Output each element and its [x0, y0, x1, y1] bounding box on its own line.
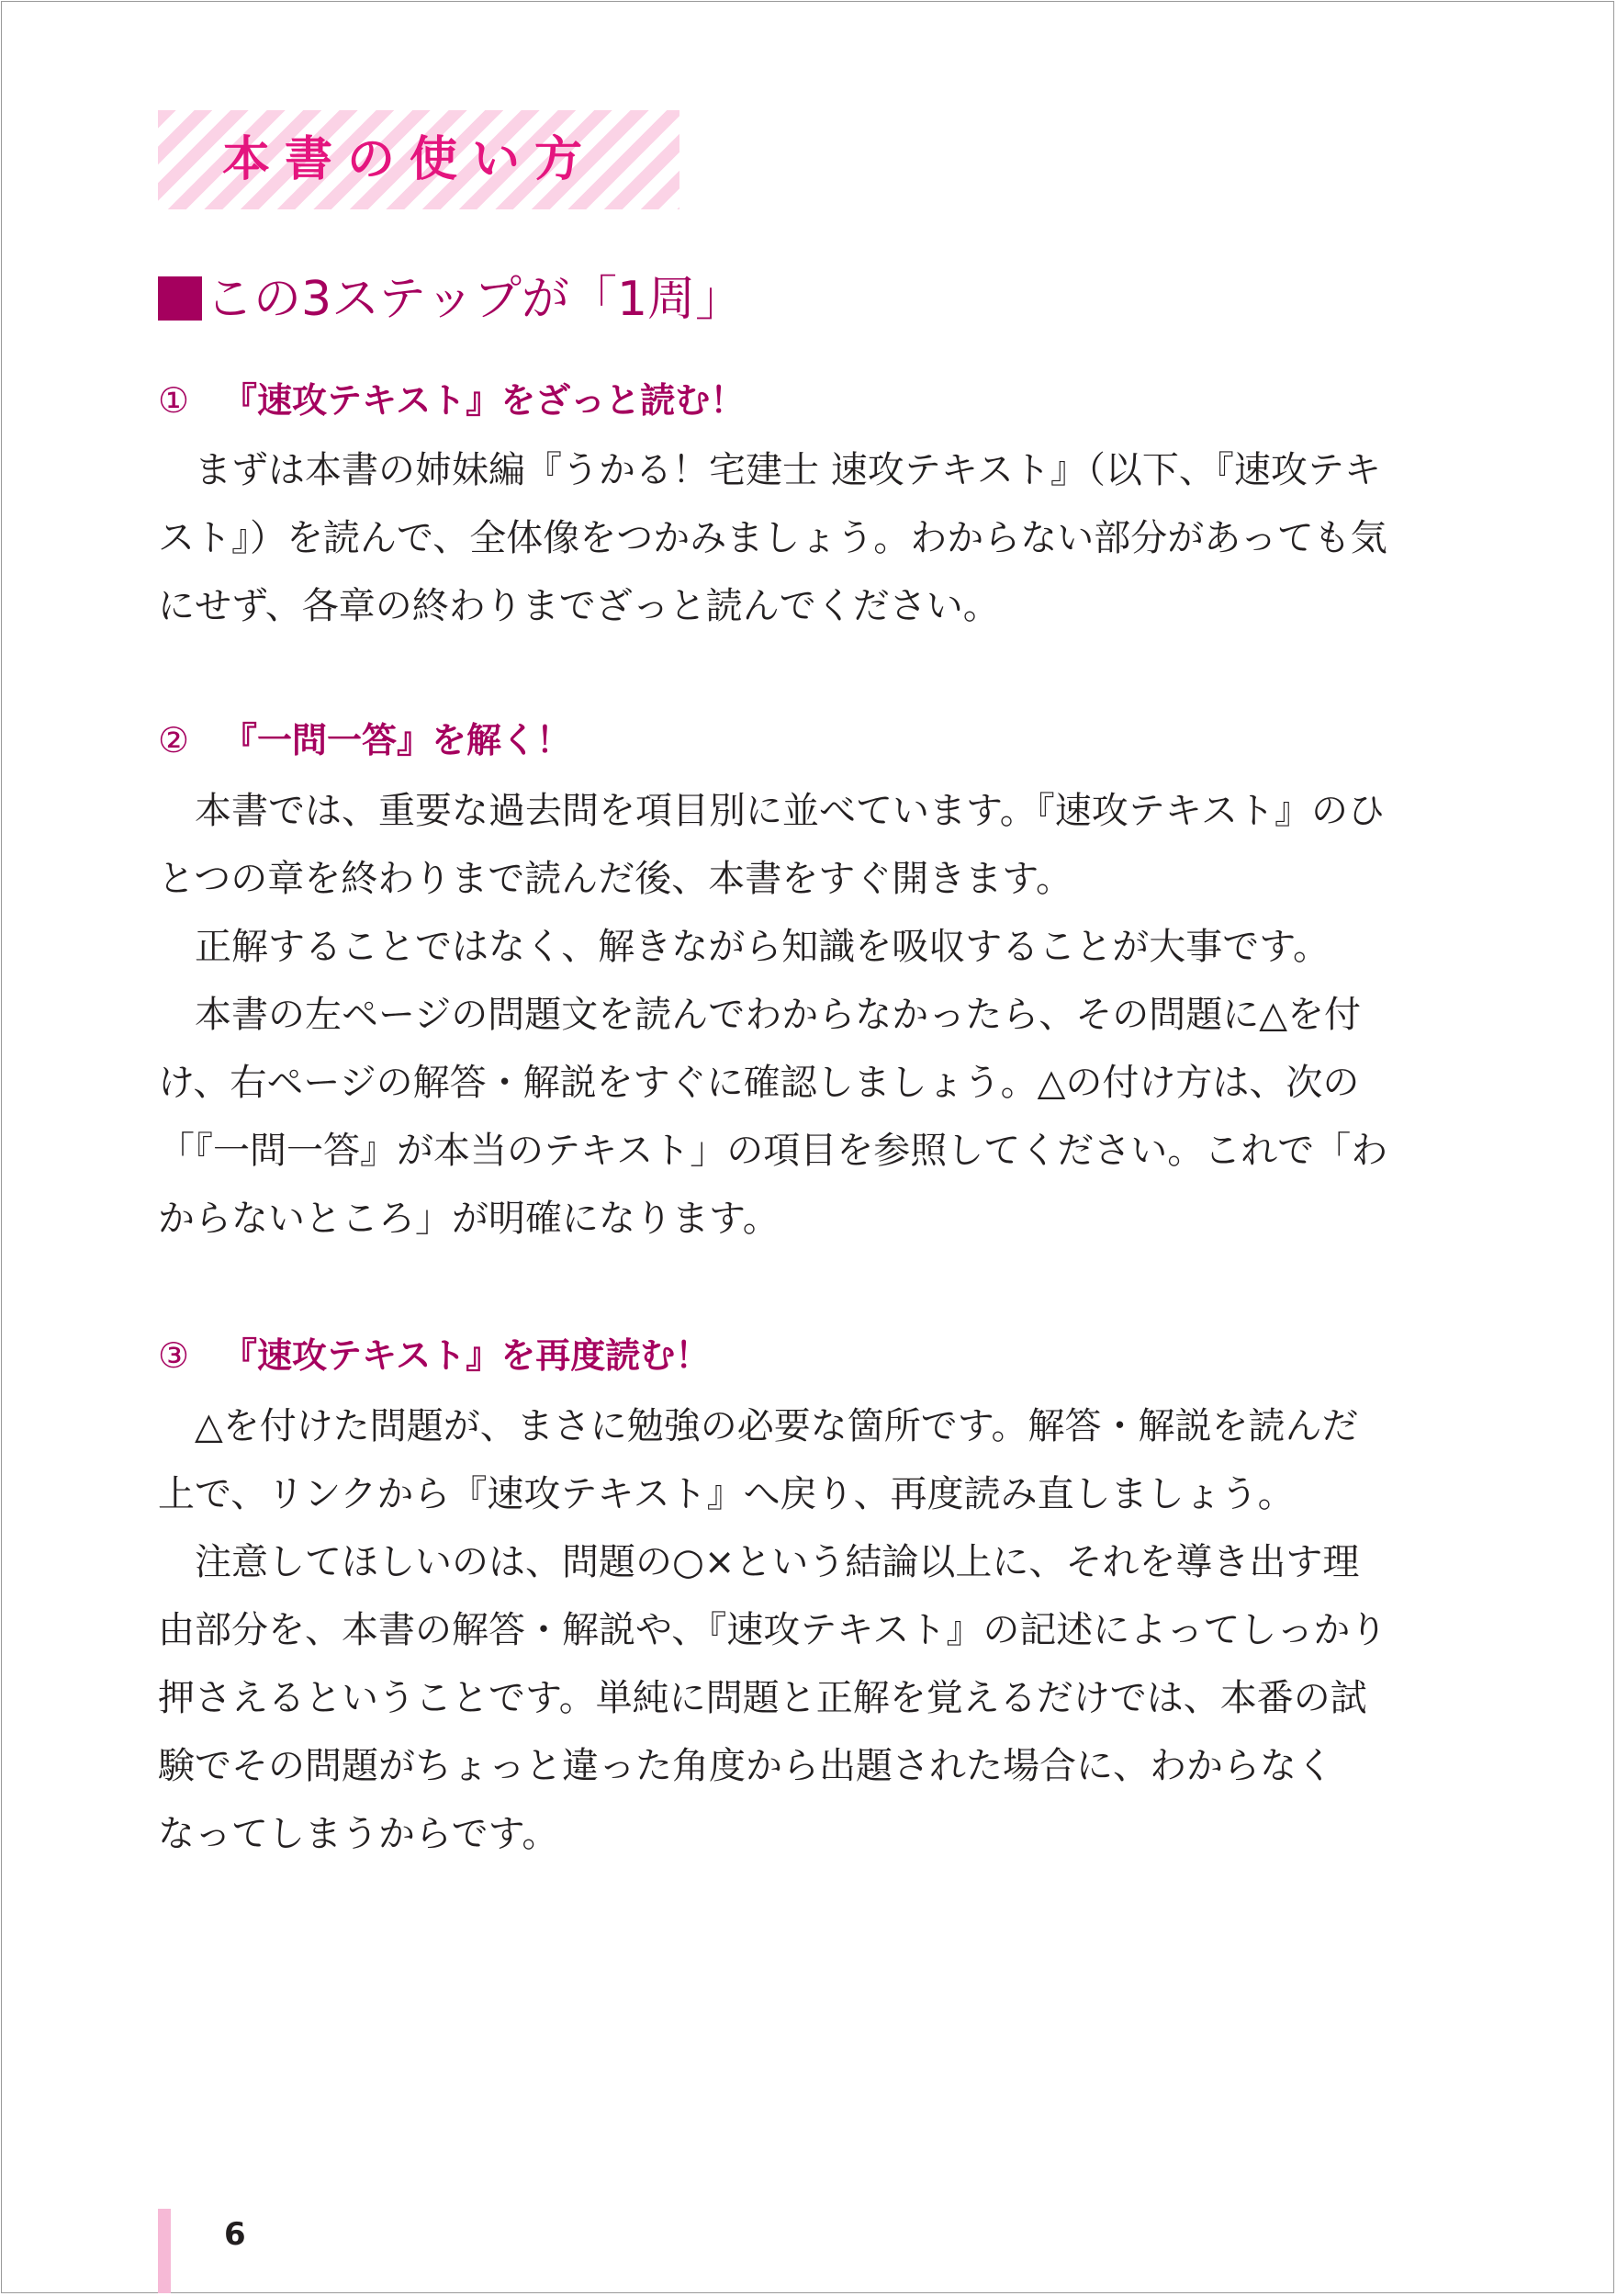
step-1-title: 『速攻テキスト』をざっと読む！ — [222, 380, 746, 421]
body-line: 上で、リンクから『速攻テキスト』へ戻り、再度読み直しましょう。 — [158, 1473, 1295, 1515]
body-line: からないところ」が明確になります。 — [158, 1198, 780, 1240]
body-line: け、右ページの解答・解説をすぐに確認しましょう。△の付け方は、次の — [158, 1062, 1360, 1104]
step-2-number: ② — [158, 720, 190, 760]
body-line: なってしまうからです。 — [158, 1813, 559, 1855]
step-3-title: 『速攻テキスト』を再度読む！ — [222, 1335, 711, 1376]
step-3-body — [158, 1392, 1443, 1868]
section-heading-text: この3ステップが「1周」 — [206, 272, 744, 327]
step-3-heading — [158, 1332, 710, 1379]
body-line: にせず、各章の終わりまでざっと読んでください。 — [158, 585, 1000, 627]
step-1-body — [158, 436, 1443, 640]
page-number: 6 — [224, 2216, 246, 2253]
square-bullet-icon — [158, 276, 202, 321]
body-line: まずは本書の姉妹編『うかる！宅建士 速攻テキスト』（以下、『速攻テキ — [158, 449, 1381, 491]
section-heading — [158, 266, 743, 332]
body-line: 押さえるということです。単純に問題と正解を覚えるだけでは、本番の試 — [158, 1677, 1367, 1719]
page-title: 本書の使い方 — [222, 132, 598, 187]
body-line: スト』）を読んで、全体像をつかみましょう。わからない部分があっても気 — [158, 517, 1387, 559]
title-banner — [158, 110, 679, 209]
body-line: とつの章を終わりまで読んだ後、本書をすぐ開きます。 — [158, 858, 1072, 900]
step-2-heading — [158, 716, 571, 764]
step-3-number: ③ — [158, 1335, 190, 1376]
page-number-marker — [158, 2209, 171, 2293]
body-line: 注意してほしいのは、問題の○×という結論以上に、それを導き出す理 — [158, 1541, 1360, 1583]
step-1-number: ① — [158, 380, 190, 421]
body-line: 本書では、重要な過去問を項目別に並べています。『速攻テキスト』のひ — [158, 790, 1385, 832]
body-line: 験でその問題がちょっと違った角度から出題された場合に、わからなく — [158, 1745, 1333, 1787]
step-2-body — [158, 777, 1443, 1253]
body-line: 正解することではなく、解きながら知識を吸収することが大事です。 — [158, 926, 1330, 968]
body-line: △を付けた問題が、まさに勉強の必要な箇所です。解答・解説を読んだ — [158, 1405, 1359, 1447]
step-2-title: 『一問一答』を解く！ — [222, 720, 572, 760]
body-line: 本書の左ページの問題文を読んでわからなかったら、その問題に△を付 — [158, 994, 1361, 1036]
body-line: 「『一問一答』が本当のテキスト」の項目を参照してください。これで「わ — [158, 1130, 1388, 1172]
step-1-heading — [158, 377, 745, 424]
body-line: 由部分を、本書の解答・解説や、『速攻テキスト』の記述によってしっかり — [158, 1609, 1387, 1651]
